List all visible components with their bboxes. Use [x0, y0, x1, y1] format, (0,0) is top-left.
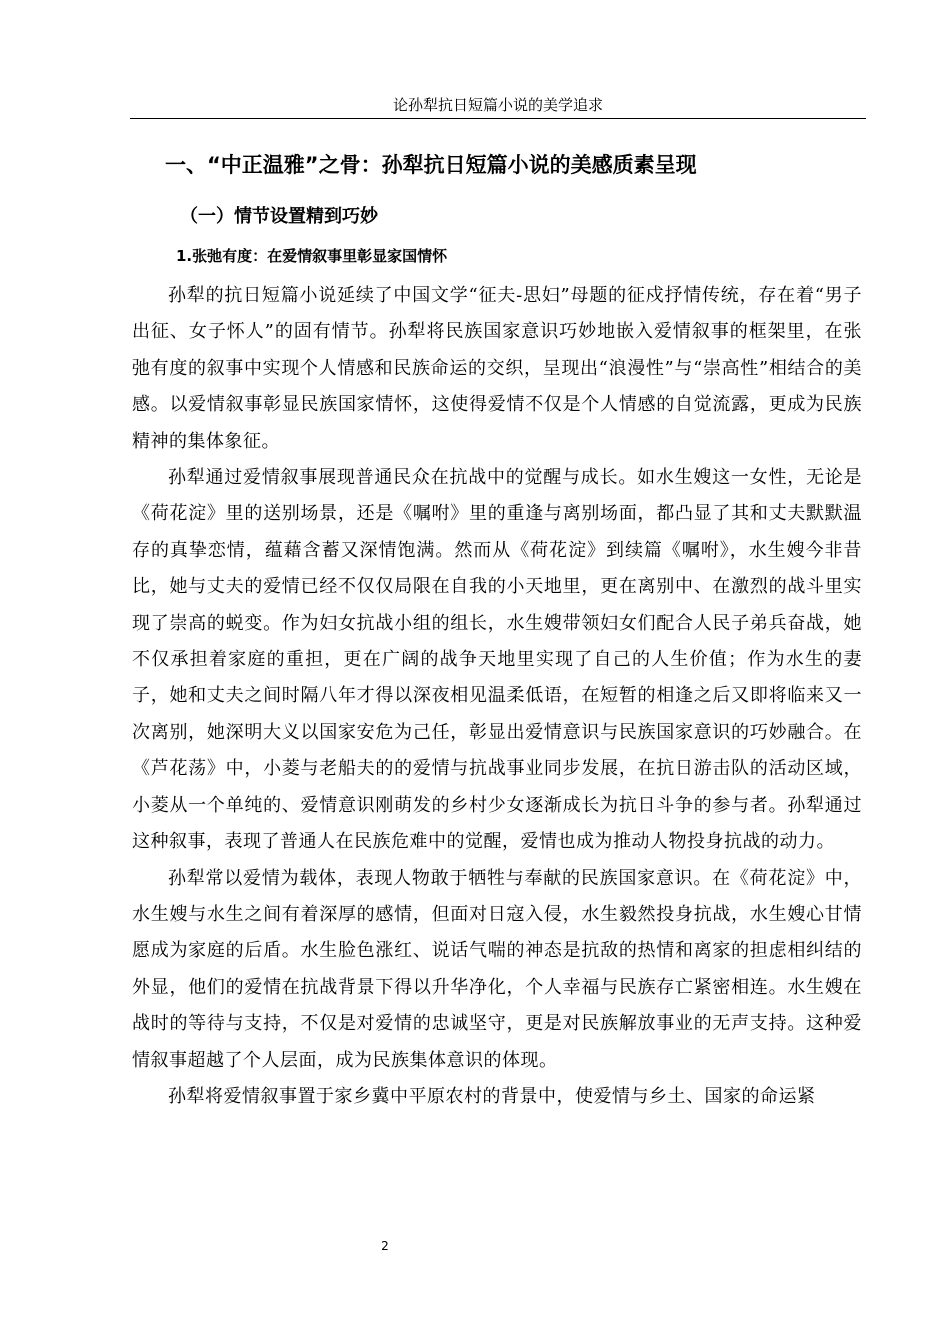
section-heading: 一、“中正温雅”之骨：孙犁抗日短篇小说的美感质素呈现: [165, 153, 697, 177]
page-number: 2: [381, 1239, 389, 1253]
subsubsection-heading: 1.张弛有度：在爱情叙事里彰显家国情怀: [176, 247, 448, 265]
body-text: [132, 278, 862, 1115]
paragraph: 孙犁的抗日短篇小说延续了中国文学“征夫-思妇”母题的征戍抒情传统，存在着“男子出征、女子怀人”的固有情节。孙犁将民族国家意识巧妙地嵌入爱情叙事的框架里，在张弛有度的叙事中实现个人情感和民族命运的交织，呈现出“浪漫性”与“崇高性”相结合的美感。以爱情叙事彰显民族国家情怀，这使得爱情不仅是个人情感的自觉流露，更成为民族精神的集体象征。: [132, 285, 862, 452]
paragraph: 孙犁常以爱情为载体，表现人物敢于牺牲与奉献的民族国家意识。在《荷花淀》中，水生嫂与水生之间有着深厚的感情，但面对日寇入侵，水生毅然投身抗战，水生嫂心甘情愿成为家庭的后盾。水生脸色涨红、说话气喘的神态是抗敌的热情和离家的担虑相纠结的外显，他们的爱情在抗战背景下得以升华净化，个人幸福与民族存亡紧密相连。水生嫂在战时的等待与支持，不仅是对爱情的忠诚坚守，更是对民族解放事业的无声支持。这种爱情叙事超越了个人层面，成为民族集体意识的体现。: [132, 867, 862, 1071]
running-header: 论孙犁抗日短篇小说的美学追求: [392, 96, 603, 114]
header-divider: [130, 118, 866, 119]
paragraph: 孙犁将爱情叙事置于家乡冀中平原农村的背景中，使爱情与乡土、国家的命运紧: [168, 1085, 816, 1107]
subsection-heading: （一）情节设置精到巧妙: [180, 206, 378, 227]
paragraph: 孙犁通过爱情叙事展现普通民众在抗战中的觉醒与成长。如水生嫂这一女性，无论是《荷花淀》里的送别场景，还是《嘱咐》里的重逢与离别场面，都凸显了其和丈夫默默温存的真挚恋情，蕴藉含蓄又深情饱满。然而从《荷花淀》到续篇《嘱咐》，水生嫂今非昔比，她与丈夫的爱情已经不仅仅局限在自我的小天地里，更在离别中、在激烈的战斗里实现了崇高的蜕变。作为妇女抗战小组的组长，水生嫂带领妇女们配合人民子弟兵奋战，她不仅承担着家庭的重担，更在广阔的战争天地里实现了自己的人生价值；作为水生的妻子，她和丈夫之间时隔八年才得以深夜相见温柔低语，在短暂的相逢之后又即将临来又一次离别，她深明大义以国家安危为己任，彰显出爱情意识与民族国家意识的巧妙融合。在《芦花荡》中，小菱与老船夫的的爱情与抗战事业同步发展，在抗日游击队的活动区域，小菱从一个单纯的、爱情意识刚萌发的乡村少女逐渐成长为抗日斗争的参与者。孙犁通过这种叙事，表现了普通人在民族危难中的觉醒，爱情也成为推动人物投身抗战的动力。: [132, 467, 862, 853]
